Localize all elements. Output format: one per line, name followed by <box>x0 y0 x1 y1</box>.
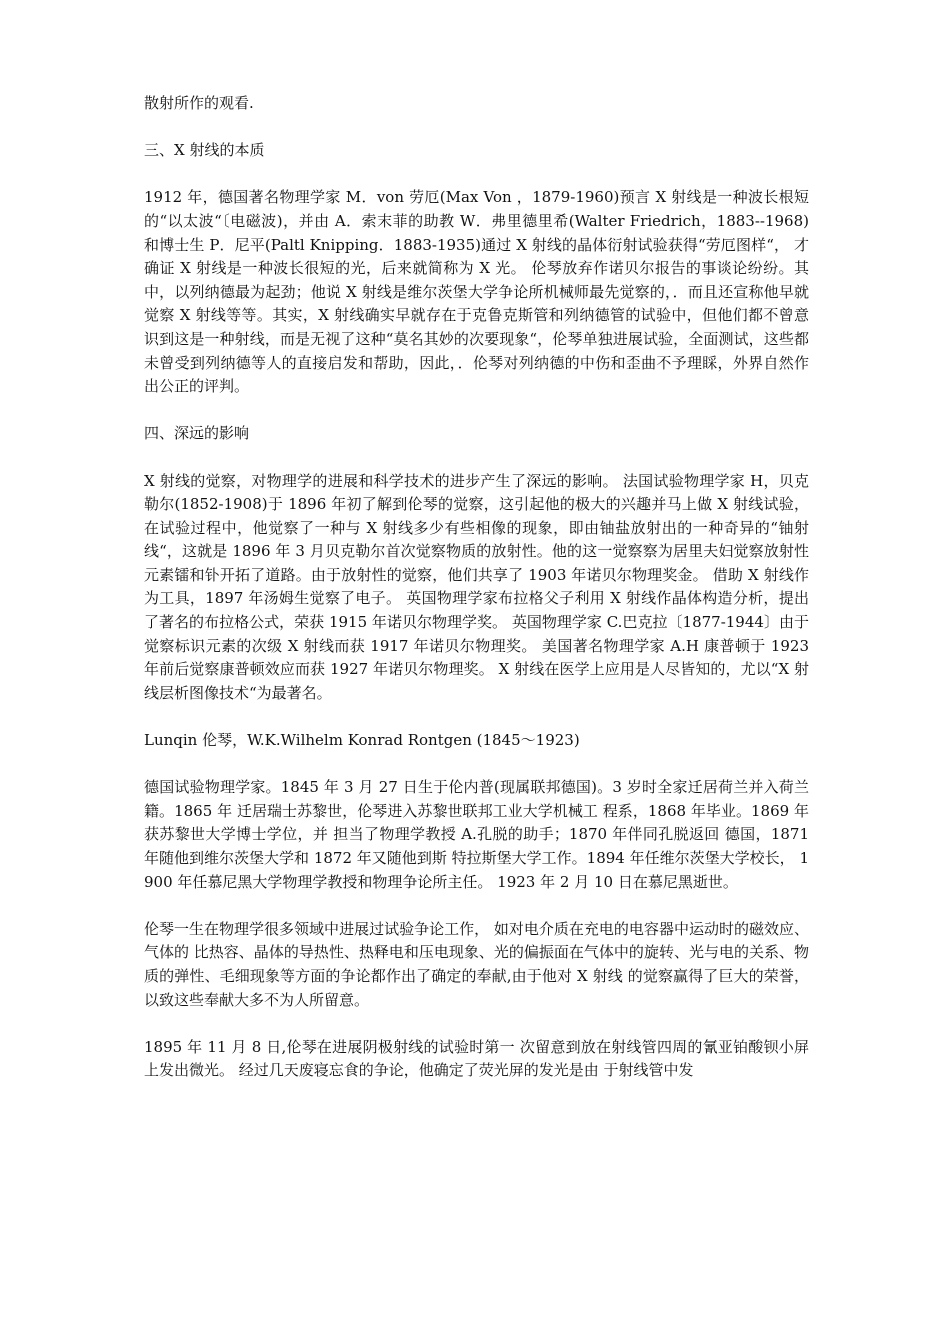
paragraph-impact-on-physics: X 射线的觉察，对物理学的进展和科学技术的进步产生了深远的影响。 法国试验物理学家 H，贝克勒尔(1852-1908)于 1896 年初了解到伦琴的觉察，这引起他的极大的兴趣并马上做 X 射线试验，在试验过程中，他觉察了一种与 X 射线多少有些相像的现象，即由铀盐放射出的一种奇异的“铀射线“，这就是 1896 年 3 月贝克勒尔首次觉察物质的放射性。他的这一觉察察为居里夫妇觉察放射性元素镭和钋开拓了道路。由于放射性的觉察，他们共享了 1903 年诺贝尔物理奖金。 借助 X 射线作为工具，1897 年汤姆生觉察了电子。 英国物理学家布拉格父子利用 X 射线作晶体构造分析，提出了著名的布拉格公式，荣获 1915 年诺贝尔物理学奖。 英国物理学家 C.巴克拉〔1877-1944〕由于觉察标识元素的次级 X 射线而获 1917 年诺贝尔物理奖。 美国著名物理学家 A.H 康普顿于 1923 年前后觉察康普顿效应而获 1927 年诺贝尔物理奖。 X 射线在医学上应用是人尽皆知的，尤以“X 射线层析图像技术“为最著名。 <box>144 471 809 702</box>
paragraph-gap <box>144 705 809 729</box>
paragraph-gap <box>144 163 809 187</box>
paragraph-discovery-1895: 1895 年 11 月 8 日,伦琴在进展阴极射线的试验时第一 次留意到放在射线管四周的氰亚铂酸钡小屏上发出微光。 经过几天废寝忘食的争论，他确定了荧光屏的发光是由 于射线管中发 <box>144 1037 809 1080</box>
paragraph-gap <box>144 894 809 918</box>
paragraph-gap <box>144 1012 809 1036</box>
paragraph-laue-diffraction: 1912 年，德国著名物理学家 M．von 劳厄(Max Von ，1879-1960)预言 X 射线是一种波长根短的“以太波“〔电磁波)，并由 A．索末菲的助教 W．弗里德里希(Walter Friedrich，1883--1968) 和博士生 P．尼平(Paltl Knipping．1883-1935)通过 X 射线的晶体衍射试验获得“劳厄图样“， 才确证 X 射线是一种波长很短的光，后来就简称为 X 光。 伦琴放弃作诺贝尔报告的事谈论纷纷。其中，以列纳德最为起劲；他说 X 射线是维尔茨堡大学争论所机械师最先觉察的，．而且还宣称他早就觉察 X 射线等等。其实，X 射线确实早就存在于克鲁克斯管和列纳德管的试验中，但他们都不曾意识到这是一种射线，而是无视了这种“莫名其妙的次要现象“，伦琴单独进展试验，全面测试，这些都未曾受到列纳德等人的直接启发和帮助，因此，．伦琴对列纳德的中伤和歪曲不予理睬，外界自然作出公正的评判。 <box>144 188 809 396</box>
paragraph-scattering-fragment: 散射所作的观看. <box>144 94 254 112</box>
biography-heading-rontgen: Lunqin 伦琴，W.K.Wilhelm Konrad Rontgen (1845～1923) <box>144 731 580 750</box>
section-heading-far-reaching-impact: 四、深远的影响 <box>144 424 250 443</box>
section-heading-nature-of-x-rays: 三、X 射线的本质 <box>144 141 265 160</box>
paragraph-gap <box>144 399 809 423</box>
paragraph-gap <box>144 753 809 777</box>
paragraph-gap <box>144 446 809 470</box>
paragraph-research-contributions: 伦琴一生在物理学很多领域中进展过试验争论工作， 如对电介质在充电的电容器中运动时的磁效应、气体的 比热容、晶体的导热性、热释电和压电现象、光的偏振面在气体中的旋转、光与电的关系、物质的弹性、毛细现象等方面的争论都作出了确定的奉献,由于他对 X 射线 的觉察赢得了巨大的荣誉，以致这些奉献大多不为人所留意。 <box>144 919 809 1009</box>
paragraph-biography: 德国试验物理学家。1845 年 3 月 27 日生于伦内普(现属联邦德国)。3 岁时全家迁居荷兰并入荷兰籍。1865 年 迁居瑞士苏黎世，伦琴进入苏黎世联邦工业大学机械工 程系，1868 年毕业。1869 年获苏黎世大学博士学位，并 担当了物理学教授 A.孔脱的助手；1870 年伴同孔脱返回 德国，1871 年随他到维尔茨堡大学和 1872 年又随他到斯 特拉斯堡大学工作。1894 年任维尔茨堡大学校长， 1900 年任慕尼黑大学物理学教授和物理争论所主任。 1923 年 2 月 10 日在慕尼黑逝世。 <box>144 778 809 891</box>
document-page <box>144 92 809 1083</box>
paragraph-gap <box>144 116 809 140</box>
